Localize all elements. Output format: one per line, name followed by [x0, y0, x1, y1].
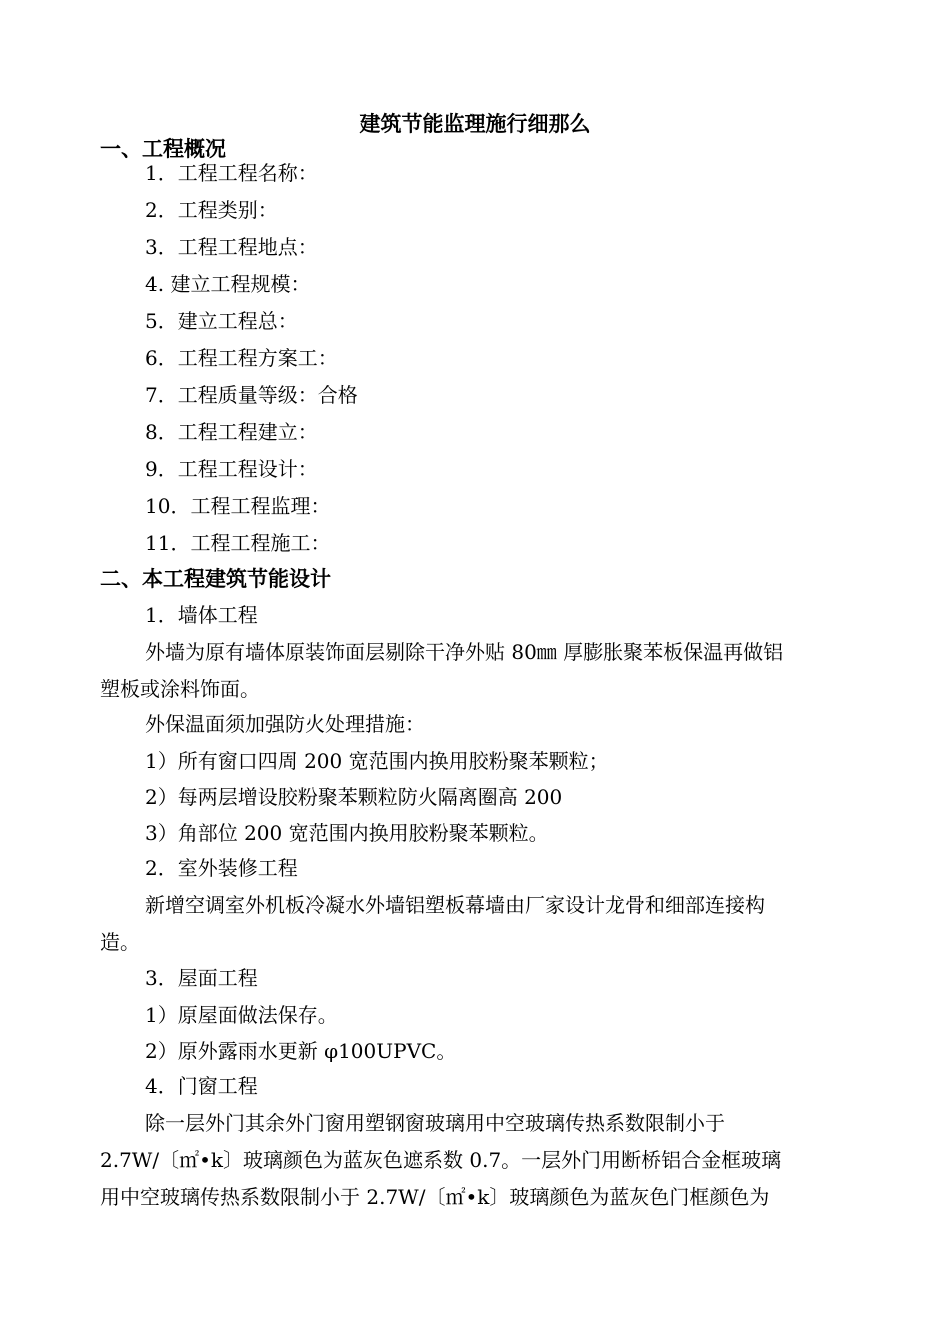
fire-measure-item-2: 2）每两层增设胶粉聚苯颗粒防火隔离圈高 200 [145, 785, 563, 809]
roof-item-1: 1）原屋面做法保存。 [145, 1003, 338, 1027]
fire-measure-item-1: 1）所有窗口四周 200 宽范围内换用胶粉聚苯颗粒； [145, 749, 609, 773]
roof-item-2: 2）原外露雨水更新 φ100UPVC。 [145, 1039, 457, 1063]
wall-paragraph-line-2: 塑板或涂料饰面。 [100, 677, 260, 701]
fire-measures-intro: 外保温面须加强防火处理措施： [145, 712, 425, 736]
overview-item-project-name: 1．工程工程名称： [145, 161, 318, 185]
section-heading-energy-design: 二、本工程建筑节能设计 [100, 567, 331, 591]
wall-paragraph-line-1: 外墙为原有墙体原装饰面层剔除干净外贴 80㎜ 厚膨胀聚苯板保温再做铝 [145, 640, 784, 664]
overview-item-project-design: 9．工程工程设计： [145, 457, 318, 481]
overview-item-project-location: 3．工程工程地点： [145, 235, 318, 259]
subheading-roof: 3．屋面工程 [145, 966, 258, 990]
subheading-exterior-decoration: 2．室外装修工程 [145, 856, 298, 880]
overview-item-project-plan: 6．工程工程方案工： [145, 346, 338, 370]
window-paragraph-line-2: 2.7W/〔㎡•k〕玻璃颜色为蓝灰色遮系数 0.7。一层外门用断桥铝合金框玻璃 [100, 1148, 782, 1172]
document-title: 建筑节能监理施行细那么 [359, 112, 591, 136]
section-heading-overview: 一、工程概况 [100, 137, 226, 161]
decor-paragraph-line-2: 造。 [100, 930, 140, 954]
overview-item-project-construction: 11．工程工程施工： [145, 531, 331, 555]
overview-item-project-type: 2．工程类别： [145, 198, 278, 222]
window-paragraph-line-3: 用中空玻璃传热系数限制小于 2.7W/〔㎡•k〕玻璃颜色为蓝灰色门框颜色为 [100, 1185, 770, 1209]
overview-item-project-total: 5．建立工程总： [145, 309, 298, 333]
subheading-wall: 1．墙体工程 [145, 603, 258, 627]
window-paragraph-line-1: 除一层外门其余外门窗用塑钢窗玻璃用中空玻璃传热系数限制小于 [145, 1111, 725, 1135]
overview-item-project-supervision: 10．工程工程监理： [145, 494, 331, 518]
decor-paragraph-line-1: 新增空调室外机板冷凝水外墙铝塑板幕墙由厂家设计龙骨和细部连接构 [145, 893, 765, 917]
subheading-doors-windows: 4．门窗工程 [145, 1074, 258, 1098]
overview-item-project-builder: 8．工程工程建立： [145, 420, 318, 444]
fire-measure-item-3: 3）角部位 200 宽范围内换用胶粉聚苯颗粒。 [145, 821, 549, 845]
overview-item-project-scale: 4. 建立工程规模： [145, 272, 311, 296]
overview-item-quality-grade: 7．工程质量等级：合格 [145, 383, 358, 407]
